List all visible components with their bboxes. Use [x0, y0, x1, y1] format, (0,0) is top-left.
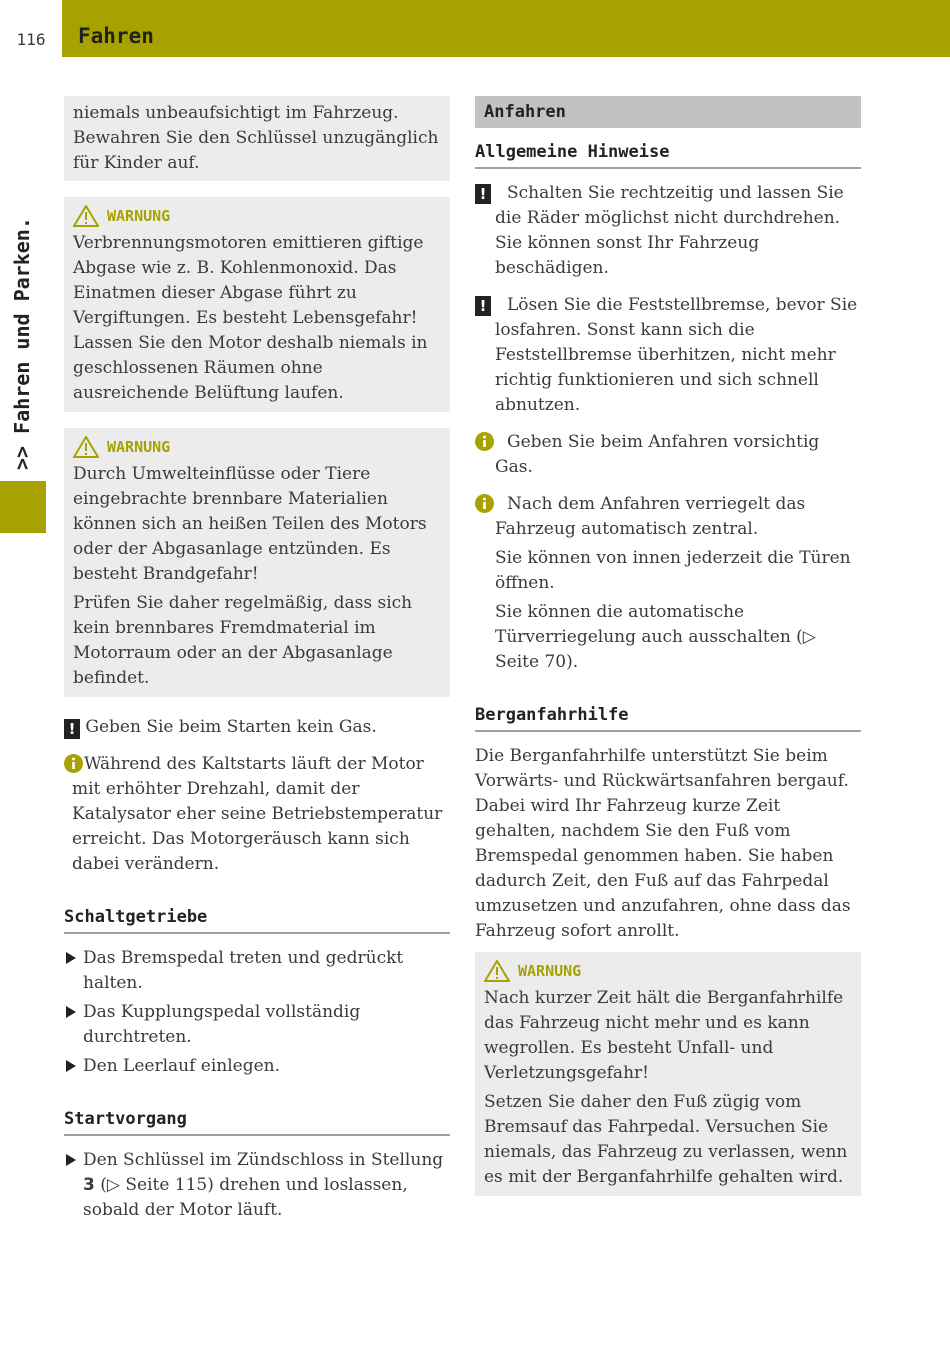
- info-note: Geben Sie beim Anfahren vorsichtig Gas.: [475, 430, 861, 480]
- warning-label: WARNUNG: [107, 207, 171, 225]
- attention-note-text: Geben Sie beim Starten kein Gas.: [85, 717, 377, 737]
- warning-triangle-icon: [73, 436, 99, 458]
- info-icon: [475, 432, 494, 451]
- info-note-text: Während des Kaltstarts läuft der Motor mit erhöhter Drehzahl, damit der Katalysator eher seine Betriebstemperatur erreicht. Das Motorgeräusch kann sich dabei verändern.: [72, 754, 443, 874]
- warning-text: Durch Umwelteinflüsse oder Tiere eingebrachte brennbare Materialien können sich an heißen Teilen des Motors oder der Abgasanlage entzünden. Es besteht Brandgefahr!: [73, 464, 427, 584]
- page-number: 116: [0, 0, 65, 57]
- exclamation-icon: !: [64, 719, 80, 739]
- chapter-marker-bar: [0, 481, 46, 533]
- warning-heading: [484, 956, 852, 986]
- warning-text: Prüfen Sie daher regelmäßig, dass sich kein brennbares Fremdmaterial im Motorraum oder an der Abgasanlage befindet.: [73, 593, 413, 688]
- attention-note: ! Schalten Sie rechtzeitig und lassen Sie die Räder möglichst nicht durchdrehen. Sie können sonst Ihr Fahrzeug beschädigen.: [475, 181, 861, 281]
- exclamation-icon: !: [475, 296, 491, 316]
- warning-box-exhaust: [64, 197, 450, 412]
- triangle-arrow-icon: [66, 952, 76, 964]
- section-heading-berganfahrhilfe: Berganfahrhilfe: [475, 705, 861, 732]
- warning-box-berganfahrhilfe: [475, 952, 861, 1196]
- right-column: [475, 96, 861, 1196]
- warning-heading: [73, 432, 441, 462]
- triangle-arrow-icon: [66, 1060, 76, 1072]
- instruction-step: Das Bremspedal treten und gedrückt halten.: [64, 946, 450, 996]
- section-heading-startvorgang: Startvorgang: [64, 1109, 450, 1136]
- instruction-step: Den Schlüssel im Zündschloss in Stellung 3 (▷ Seite 115) drehen und loslassen, sobald der Motor läuft.: [64, 1148, 450, 1223]
- left-column: [64, 96, 450, 1223]
- position-number: 3: [83, 1175, 95, 1195]
- exclamation-icon: !: [475, 184, 491, 204]
- attention-note: ! Lösen Sie die Feststellbremse, bevor Sie losfahren. Sonst kann sich die Feststellbremse überhitzen, nicht mehr richtig funktionieren und sich schnell abnutzen.: [475, 293, 861, 418]
- warning-triangle-icon: [484, 960, 510, 982]
- info-note: Nach dem Anfahren verriegelt das Fahrzeug automatisch zentral. Sie können von innen jederzeit die Türen öffnen. Sie können die automatische Türverriegelung auch ausschalten (▷ Seite 70).: [475, 492, 861, 675]
- info-icon: [64, 754, 83, 773]
- warning-box-fire: [64, 428, 450, 697]
- section-title-anfahren: Anfahren: [475, 96, 861, 128]
- warning-label: WARNUNG: [107, 438, 171, 456]
- instruction-step: Den Leerlauf einlegen.: [64, 1054, 450, 1079]
- section-heading-schaltgetriebe: Schaltgetriebe: [64, 907, 450, 934]
- instruction-step: Das Kupplungspedal vollständig durchtreten.: [64, 1000, 450, 1050]
- info-note: [64, 752, 450, 877]
- berganfahrhilfe-text: Die Berganfahrhilfe unterstützt Sie beim Vorwärts- und Rückwärtsanfahren bergauf. Dabei wird Ihr Fahrzeug kurze Zeit gehalten, nachdem Sie den Fuß vom Bremspedal genommen haben. Sie haben dadurch Zeit, den Fuß auf das Fahrpedal umzusetzen und anzufahren, ohne dass das Fahrzeug sofort anrollt.: [475, 746, 851, 941]
- page-title: Fahren: [78, 24, 154, 48]
- warning-triangle-icon: [73, 205, 99, 227]
- warning-text: Nach kurzer Zeit hält die Berganfahrhilfe das Fahrzeug nicht mehr und es kann wegrollen. Es besteht Unfall- und Verletzungsgefahr!: [484, 988, 844, 1083]
- triangle-arrow-icon: [66, 1006, 76, 1018]
- page-header: [0, 0, 950, 57]
- attention-note: [64, 715, 450, 740]
- continued-warning-text: niemals unbeaufsichtigt im Fahrzeug. Bewahren Sie den Schlüssel unzugänglich für Kinder auf.: [73, 103, 439, 173]
- triangle-arrow-icon: [66, 1154, 76, 1166]
- warning-text: Setzen Sie daher den Fuß zügig vom Bremsauf das Fahrpedal. Versuchen Sie niemals, das Fahrzeug zu verlassen, wenn es mit der Berganfahrhilfe gehalten wird.: [484, 1092, 848, 1187]
- chapter-side-label: >> Fahren und Parken.: [10, 217, 34, 470]
- continued-warning-box: [64, 96, 450, 181]
- section-heading-allgemeine-hinweise: Allgemeine Hinweise: [475, 142, 861, 169]
- warning-text: Verbrennungsmotoren emittieren giftige Abgase wie z. B. Kohlenmonoxid. Das Einatmen dieser Abgase führt zu Vergiftungen. Es besteht Lebensgefahr! Lassen Sie den Motor deshalb niemals in geschlossenen Räumen ohne ausreichende Belüftung laufen.: [73, 233, 428, 403]
- info-icon: [475, 494, 494, 513]
- warning-label: WARNUNG: [518, 962, 582, 980]
- warning-heading: [73, 201, 441, 231]
